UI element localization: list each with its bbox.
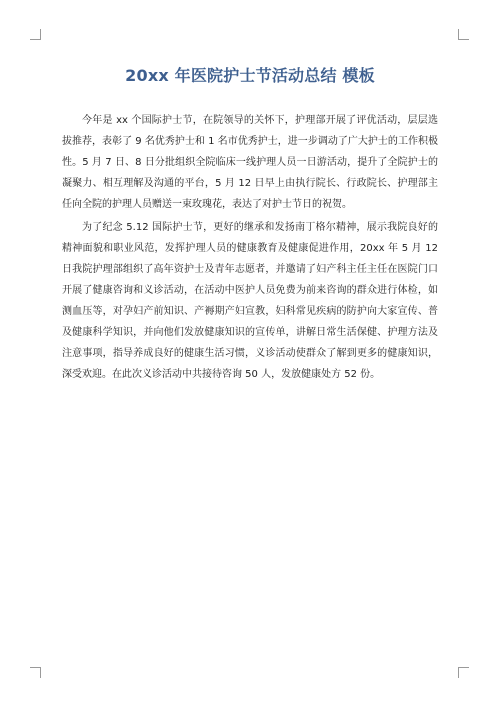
page-corner-mark-bottom-right	[458, 667, 469, 678]
body-paragraph-2: 为了纪念 5.12 国际护士节，更好的继承和发扬南丁格尔精神，展示我院良好的精神面貌和职业风范，发挥护理人员的健康教育及健康促进作用，20xx 年 5 月 12 日我院护理部组织了高年资护士及青年志愿者，并邀请了妇产科主任主任在医院门口开展了健康咨询和义诊活动，在活动中医护人员免费为前来咨询的群众进行体检，如测血压等，对孕妇产前知识、产褥期产妇宣教，妇科常见疾病的防护向大家宣传、普及健康科学知识，并向他们发放健康知识的宣传单，讲解日常生活保健、护理方法及注意事项，指导养成良好的健康生活习惯，义诊活动使群众了解到更多的健康知识，深受欢迎。在此次义诊活动中共接待咨询 50 人，发放健康处方 52 份。	[62, 222, 438, 380]
document-title: 20xx 年医院护士节活动总结 模板	[125, 66, 375, 85]
page-corner-mark-bottom-left	[30, 667, 41, 678]
body-paragraph-1: 今年是 xx 个国际护士节，在院领导的关怀下，护理部开展了评优活动，层层选拔推荐，表彰了 9 名优秀护士和 1 名市优秀护士，进一步调动了广大护士的工作积极性。5 月 7 日、8 日分批组织全院临床一线护理人员一日游活动，提升了全院护士的凝聚力、相互理解及沟通的平台，5 月 12 日早上由执行院长、行政院长、护理部主任向全院的护理人员赠送一束玫瑰花，表达了对护士节日的祝贺。	[62, 115, 438, 210]
page-corner-mark-top-left	[30, 29, 41, 40]
document-body	[62, 110, 438, 387]
page-corner-mark-top-right	[458, 29, 469, 40]
